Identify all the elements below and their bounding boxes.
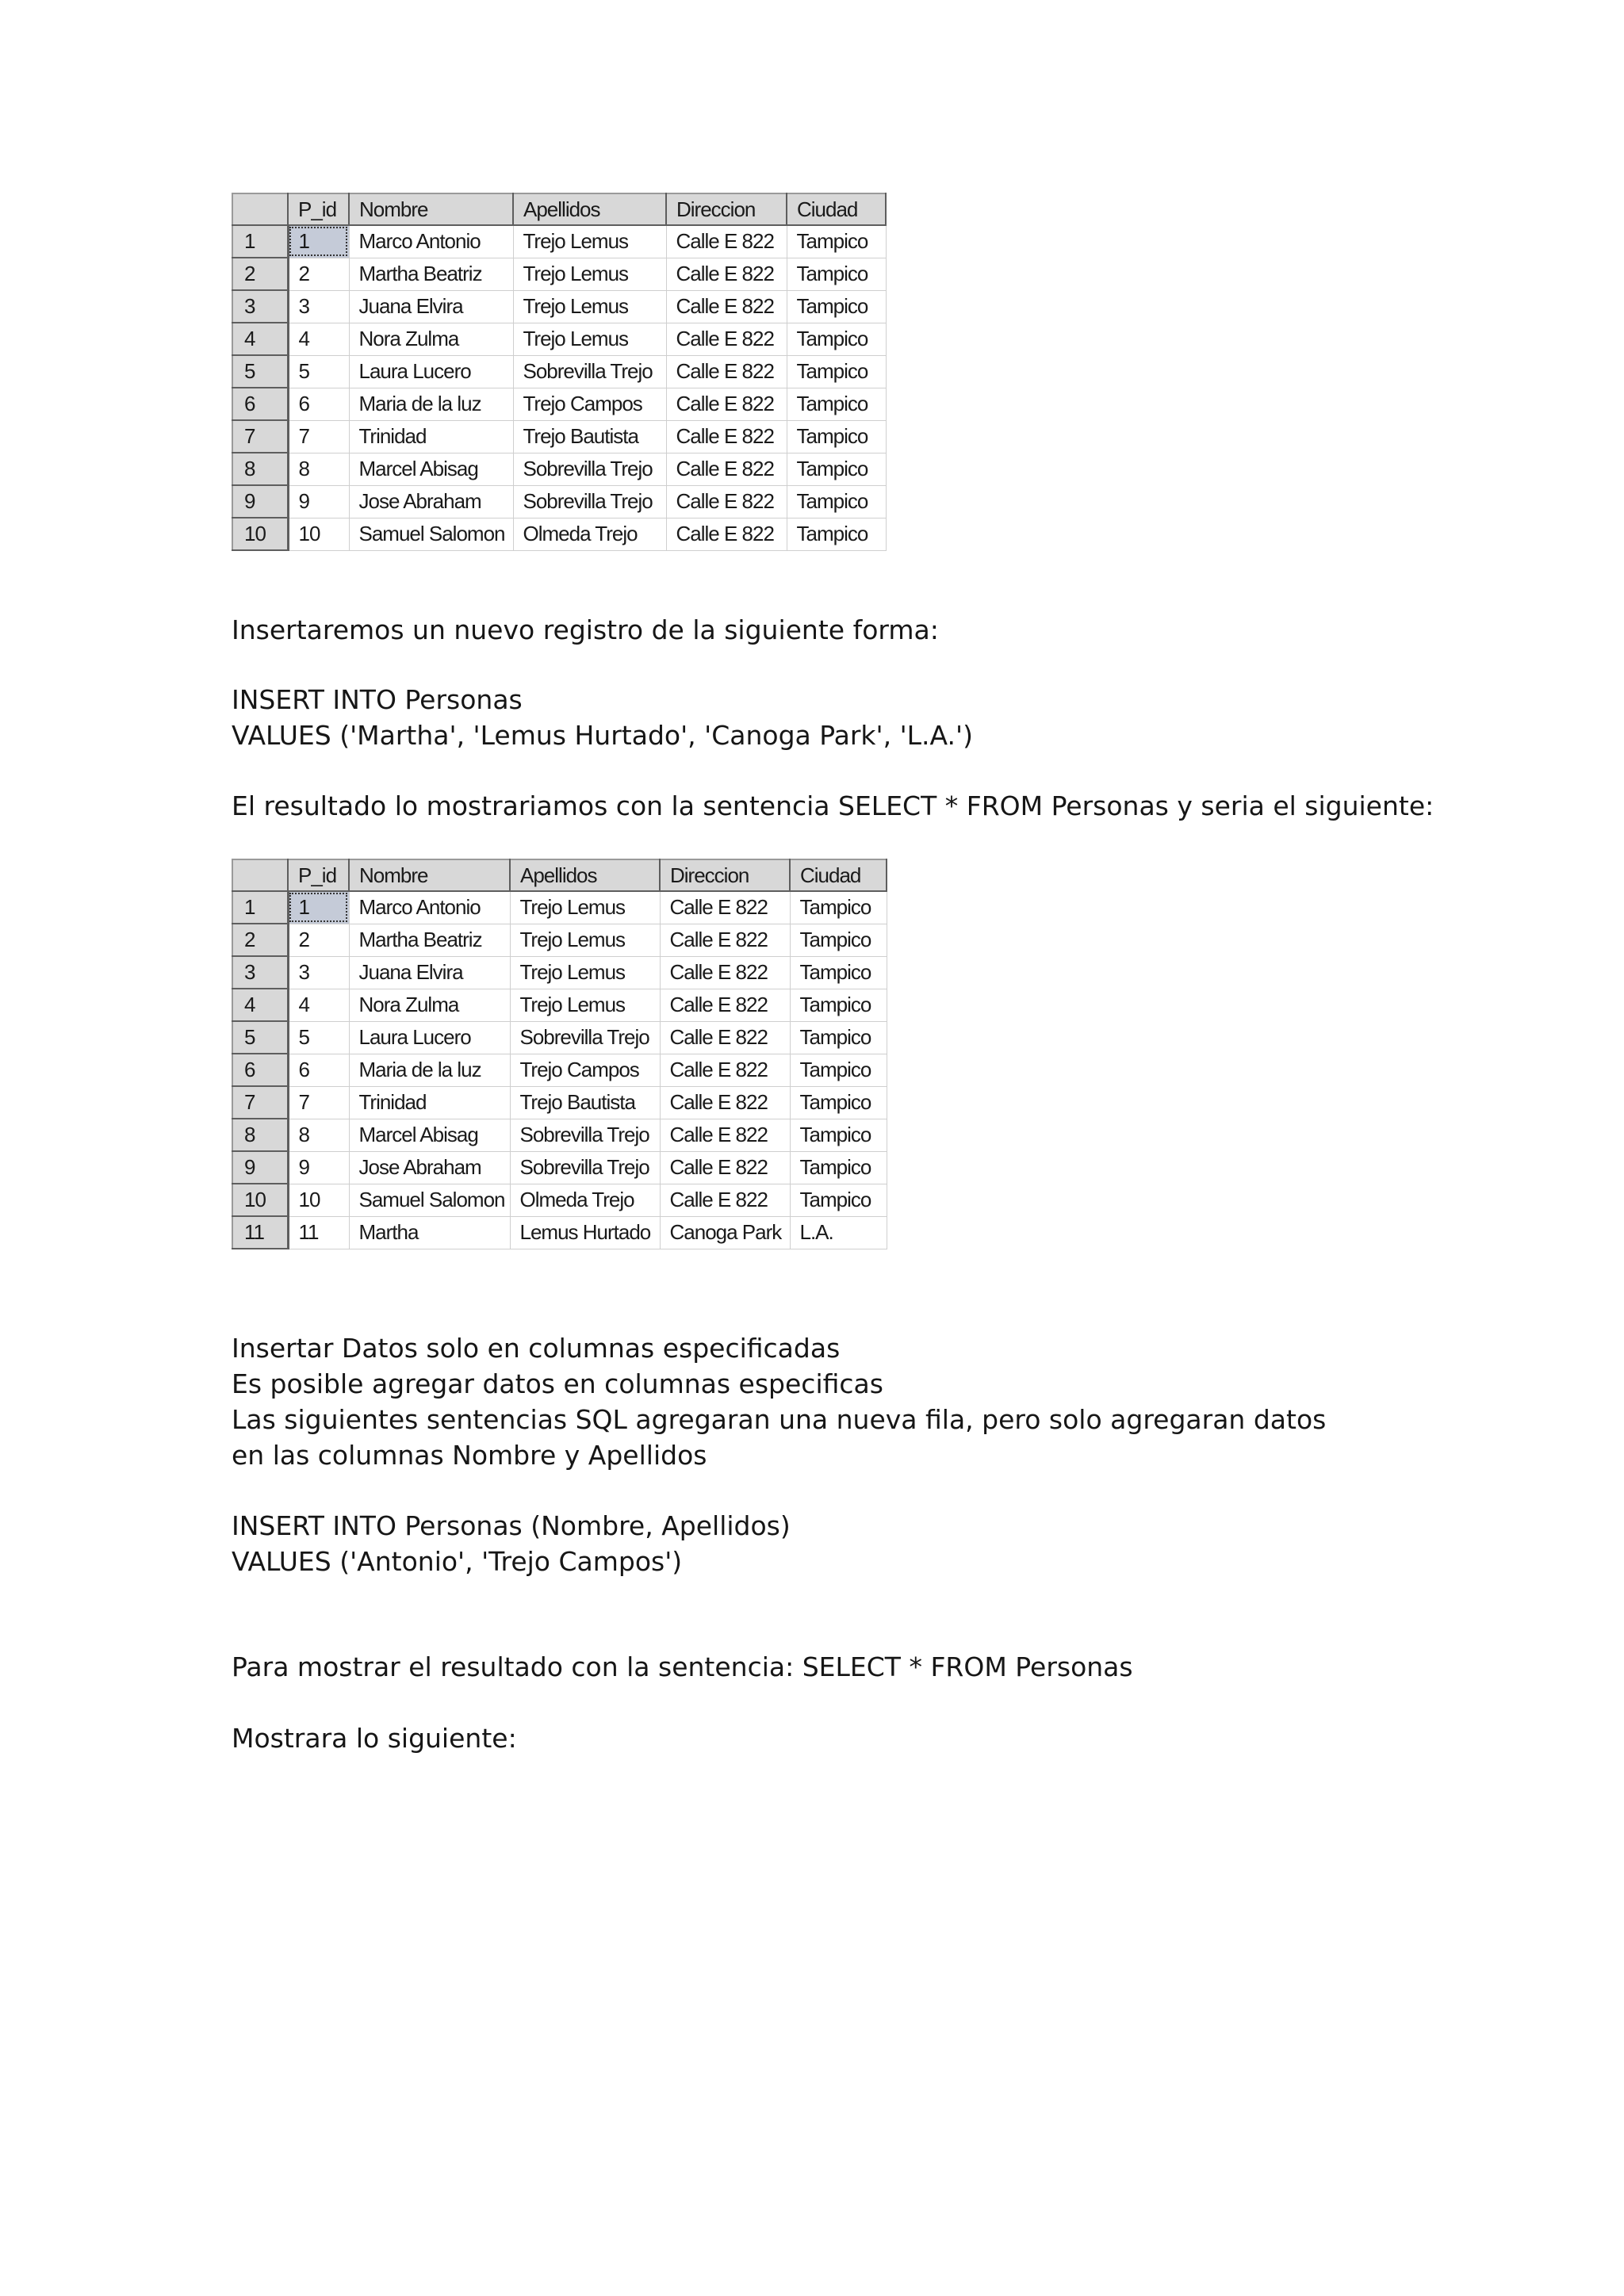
cell-p-id[interactable]: 6 — [288, 388, 349, 420]
cell-p-id[interactable]: 8 — [288, 453, 349, 485]
section-title: Insertar Datos solo en columnas especificadas — [232, 1333, 841, 1364]
cell-ciudad[interactable]: Tampico — [787, 388, 886, 420]
table-row[interactable] — [232, 518, 886, 550]
cell-p-id[interactable]: 8 — [288, 1119, 349, 1151]
column-header-ciudad[interactable]: Ciudad — [790, 859, 887, 891]
section-text — [232, 1330, 883, 1402]
cell-apellidos[interactable]: Olmeda Trejo — [510, 1184, 660, 1216]
row-number[interactable]: 1 — [232, 225, 288, 258]
cell-nombre[interactable]: Laura Lucero — [349, 355, 513, 388]
cell-ciudad[interactable]: Tampico — [787, 290, 886, 323]
row-number[interactable]: 6 — [232, 1054, 288, 1086]
table-row[interactable] — [232, 355, 886, 388]
cell-p-id[interactable]: 2 — [288, 924, 349, 956]
table-row[interactable] — [232, 453, 886, 485]
grid-corner-cell — [232, 859, 288, 891]
cell-direccion[interactable]: Calle E 822 — [660, 1151, 790, 1184]
insert-sql-statement — [232, 682, 973, 753]
cell-ciudad[interactable]: Tampico — [787, 323, 886, 355]
cell-apellidos[interactable]: Olmeda Trejo — [513, 518, 666, 550]
cell-apellidos[interactable]: Sobrevilla Trejo — [510, 1151, 660, 1184]
table-row[interactable] — [232, 924, 887, 956]
column-header-apellidos[interactable]: Apellidos — [510, 859, 660, 891]
cell-nombre[interactable]: Martha Beatriz — [349, 258, 513, 290]
row-number[interactable]: 8 — [232, 1119, 288, 1151]
cell-nombre[interactable]: Maria de la luz — [349, 1054, 510, 1086]
table-row[interactable] — [232, 1216, 887, 1249]
insert-intro-text: Insertaremos un nuevo registro de la siguiente forma: — [232, 614, 939, 645]
cell-nombre[interactable]: Nora Zulma — [349, 989, 510, 1021]
show-result-text: Para mostrar el resultado con la sentencia: SELECT * FROM Personas — [232, 1651, 1133, 1682]
cell-apellidos[interactable]: Trejo Lemus — [510, 989, 660, 1021]
cell-nombre[interactable]: Marco Antonio — [349, 891, 510, 924]
column-header-direccion[interactable]: Direccion — [666, 193, 787, 225]
cell-direccion[interactable]: Calle E 822 — [666, 355, 787, 388]
cell-p-id[interactable]: 10 — [288, 518, 349, 550]
cell-ciudad[interactable]: Tampico — [787, 518, 886, 550]
cell-nombre[interactable]: Laura Lucero — [349, 1021, 510, 1054]
table-row[interactable] — [232, 1151, 887, 1184]
cell-apellidos[interactable]: Trejo Bautista — [513, 420, 666, 453]
sql-line: VALUES ('Martha', 'Lemus Hurtado', 'Canoga Park', 'L.A.') — [232, 720, 973, 751]
cell-ciudad[interactable]: Tampico — [790, 924, 887, 956]
section-description: Las siguientes sentencias SQL agregaran una nueva fila, pero solo agregaran datos en las columnas Nombre y Apellidos — [232, 1404, 1327, 1471]
cell-direccion[interactable]: Canoga Park — [660, 1216, 790, 1249]
cell-ciudad[interactable]: Tampico — [787, 485, 886, 518]
cell-direccion[interactable]: Calle E 822 — [666, 420, 787, 453]
cell-direccion[interactable]: Calle E 822 — [660, 891, 790, 924]
cell-apellidos[interactable]: Lemus Hurtado — [510, 1216, 660, 1249]
table-row[interactable] — [232, 1021, 887, 1054]
will-show-text: Mostrara lo siguiente: — [232, 1723, 517, 1754]
cell-nombre[interactable]: Marcel Abisag — [349, 453, 513, 485]
grid-body — [232, 225, 886, 550]
cell-direccion[interactable]: Calle E 822 — [666, 388, 787, 420]
cell-ciudad[interactable]: Tampico — [790, 891, 887, 924]
cell-p-id[interactable]: 1 — [288, 891, 349, 924]
cell-nombre[interactable]: Trinidad — [349, 1086, 510, 1119]
cell-apellidos[interactable]: Sobrevilla Trejo — [510, 1021, 660, 1054]
grid-corner-cell — [232, 193, 288, 225]
cell-nombre[interactable]: Jose Abraham — [349, 485, 513, 518]
cell-apellidos[interactable]: Trejo Campos — [510, 1054, 660, 1086]
cell-p-id[interactable]: 11 — [288, 1216, 349, 1249]
table-row[interactable] — [232, 1119, 887, 1151]
cell-nombre[interactable]: Juana Elvira — [349, 956, 510, 989]
cell-nombre[interactable]: Marcel Abisag — [349, 1119, 510, 1151]
row-number[interactable]: 3 — [232, 290, 288, 323]
row-number[interactable]: 1 — [232, 891, 288, 924]
row-number[interactable]: 6 — [232, 388, 288, 420]
cell-p-id[interactable]: 3 — [288, 290, 349, 323]
cell-direccion[interactable]: Calle E 822 — [660, 924, 790, 956]
cell-direccion[interactable]: Calle E 822 — [660, 1184, 790, 1216]
row-number[interactable]: 2 — [232, 924, 288, 956]
cell-nombre[interactable]: Maria de la luz — [349, 388, 513, 420]
cell-nombre[interactable]: Trinidad — [349, 420, 513, 453]
cell-p-id[interactable]: 7 — [288, 420, 349, 453]
row-number[interactable]: 9 — [232, 485, 288, 518]
cell-direccion[interactable]: Calle E 822 — [666, 323, 787, 355]
cell-ciudad[interactable]: Tampico — [790, 1021, 887, 1054]
result-intro-text: El resultado lo mostrariamos con la sentencia SELECT * FROM Personas y seria el siguiente: — [232, 790, 1434, 821]
column-header-ciudad[interactable]: Ciudad — [787, 193, 886, 225]
row-number[interactable]: 8 — [232, 453, 288, 485]
cell-apellidos[interactable]: Trejo Lemus — [513, 225, 666, 258]
cell-nombre[interactable]: Samuel Salomon — [349, 518, 513, 550]
column-header-direccion[interactable]: Direccion — [660, 859, 790, 891]
cell-p-id[interactable]: 1 — [288, 225, 349, 258]
row-number[interactable]: 4 — [232, 989, 288, 1021]
cell-apellidos[interactable]: Trejo Lemus — [510, 924, 660, 956]
cell-p-id[interactable]: 10 — [288, 1184, 349, 1216]
cell-direccion[interactable]: Calle E 822 — [666, 225, 787, 258]
table-row[interactable] — [232, 1086, 887, 1119]
cell-apellidos[interactable]: Trejo Bautista — [510, 1086, 660, 1119]
cell-p-id[interactable]: 4 — [288, 989, 349, 1021]
table-row[interactable] — [232, 258, 886, 290]
column-header-p-id[interactable]: P_id — [288, 193, 349, 225]
cell-ciudad[interactable]: Tampico — [790, 1086, 887, 1119]
table-row[interactable] — [232, 225, 886, 258]
cell-p-id[interactable]: 6 — [288, 1054, 349, 1086]
table-row[interactable] — [232, 323, 886, 355]
cell-direccion[interactable]: Calle E 822 — [666, 485, 787, 518]
cell-apellidos[interactable]: Sobrevilla Trejo — [513, 355, 666, 388]
cell-apellidos[interactable]: Sobrevilla Trejo — [513, 485, 666, 518]
cell-direccion[interactable]: Calle E 822 — [660, 989, 790, 1021]
cell-apellidos[interactable]: Trejo Lemus — [510, 891, 660, 924]
cell-p-id[interactable]: 5 — [288, 355, 349, 388]
row-number[interactable]: 5 — [232, 1021, 288, 1054]
cell-direccion[interactable]: Calle E 822 — [660, 956, 790, 989]
cell-direccion[interactable]: Calle E 822 — [660, 1054, 790, 1086]
cell-p-id[interactable]: 9 — [288, 1151, 349, 1184]
cell-ciudad[interactable]: L.A. — [790, 1216, 887, 1249]
row-number[interactable]: 10 — [232, 518, 288, 550]
row-number[interactable]: 11 — [232, 1216, 288, 1249]
table-row[interactable] — [232, 1054, 887, 1086]
cell-ciudad[interactable]: Tampico — [790, 1151, 887, 1184]
cell-p-id[interactable]: 2 — [288, 258, 349, 290]
grid-header-row — [232, 193, 886, 225]
cell-nombre[interactable]: Samuel Salomon — [349, 1184, 510, 1216]
cell-apellidos[interactable]: Trejo Lemus — [513, 290, 666, 323]
cell-ciudad[interactable]: Tampico — [790, 989, 887, 1021]
cell-nombre[interactable]: Nora Zulma — [349, 323, 513, 355]
cell-ciudad[interactable]: Tampico — [787, 258, 886, 290]
cell-p-id[interactable]: 4 — [288, 323, 349, 355]
row-number[interactable]: 3 — [232, 956, 288, 989]
cell-p-id[interactable]: 7 — [288, 1086, 349, 1119]
table-row[interactable] — [232, 956, 887, 989]
cell-apellidos[interactable]: Trejo Lemus — [513, 258, 666, 290]
cell-nombre[interactable]: Martha Beatriz — [349, 924, 510, 956]
row-number[interactable]: 7 — [232, 420, 288, 453]
row-number[interactable]: 9 — [232, 1151, 288, 1184]
cell-ciudad[interactable]: Tampico — [787, 420, 886, 453]
column-header-p-id[interactable]: P_id — [288, 859, 349, 891]
cell-ciudad[interactable]: Tampico — [787, 355, 886, 388]
cell-nombre[interactable]: Marco Antonio — [349, 225, 513, 258]
cell-direccion[interactable]: Calle E 822 — [660, 1086, 790, 1119]
cell-direccion[interactable]: Calle E 822 — [660, 1021, 790, 1054]
cell-p-id[interactable]: 5 — [288, 1021, 349, 1054]
grid-header-row — [232, 859, 887, 891]
sql-line: VALUES ('Antonio', 'Trejo Campos') — [232, 1546, 683, 1577]
cell-apellidos[interactable]: Trejo Lemus — [513, 323, 666, 355]
cell-apellidos[interactable]: Sobrevilla Trejo — [513, 453, 666, 485]
cell-ciudad[interactable]: Tampico — [790, 1119, 887, 1151]
table-row[interactable] — [232, 388, 886, 420]
cell-ciudad[interactable]: Tampico — [790, 1184, 887, 1216]
insert2-sql-statement — [232, 1508, 791, 1579]
row-number[interactable]: 7 — [232, 1086, 288, 1119]
table-row[interactable] — [232, 420, 886, 453]
row-number[interactable]: 5 — [232, 355, 288, 388]
table-row[interactable] — [232, 891, 887, 924]
cell-direccion[interactable]: Calle E 822 — [666, 518, 787, 550]
cell-direccion[interactable]: Calle E 822 — [666, 258, 787, 290]
cell-ciudad[interactable]: Tampico — [787, 453, 886, 485]
cell-direccion[interactable]: Calle E 822 — [666, 453, 787, 485]
section-line: Es posible agregar datos en columnas especificas — [232, 1368, 883, 1399]
cell-ciudad[interactable]: Tampico — [790, 956, 887, 989]
column-header-nombre[interactable]: Nombre — [349, 859, 510, 891]
result-grid-personas-before — [232, 193, 887, 551]
cell-apellidos[interactable]: Sobrevilla Trejo — [510, 1119, 660, 1151]
result-grid-personas-after — [232, 859, 887, 1249]
cell-direccion[interactable]: Calle E 822 — [666, 290, 787, 323]
table-row[interactable] — [232, 1184, 887, 1216]
cell-p-id[interactable]: 3 — [288, 956, 349, 989]
table-row[interactable] — [232, 989, 887, 1021]
row-number[interactable]: 4 — [232, 323, 288, 355]
cell-nombre[interactable]: Juana Elvira — [349, 290, 513, 323]
cell-direccion[interactable]: Calle E 822 — [660, 1119, 790, 1151]
sql-line: INSERT INTO Personas (Nombre, Apellidos) — [232, 1510, 791, 1541]
cell-ciudad[interactable]: Tampico — [787, 225, 886, 258]
table-row[interactable] — [232, 485, 886, 518]
row-number[interactable]: 10 — [232, 1184, 288, 1216]
column-header-nombre[interactable]: Nombre — [349, 193, 513, 225]
cell-nombre[interactable]: Martha — [349, 1216, 510, 1249]
cell-apellidos[interactable]: Trejo Campos — [513, 388, 666, 420]
grid-body — [232, 891, 887, 1249]
cell-nombre[interactable]: Jose Abraham — [349, 1151, 510, 1184]
cell-apellidos[interactable]: Trejo Lemus — [510, 956, 660, 989]
column-header-apellidos[interactable]: Apellidos — [513, 193, 666, 225]
cell-ciudad[interactable]: Tampico — [790, 1054, 887, 1086]
table-row[interactable] — [232, 290, 886, 323]
cell-p-id[interactable]: 9 — [288, 485, 349, 518]
sql-line: INSERT INTO Personas — [232, 684, 523, 715]
row-number[interactable]: 2 — [232, 258, 288, 290]
